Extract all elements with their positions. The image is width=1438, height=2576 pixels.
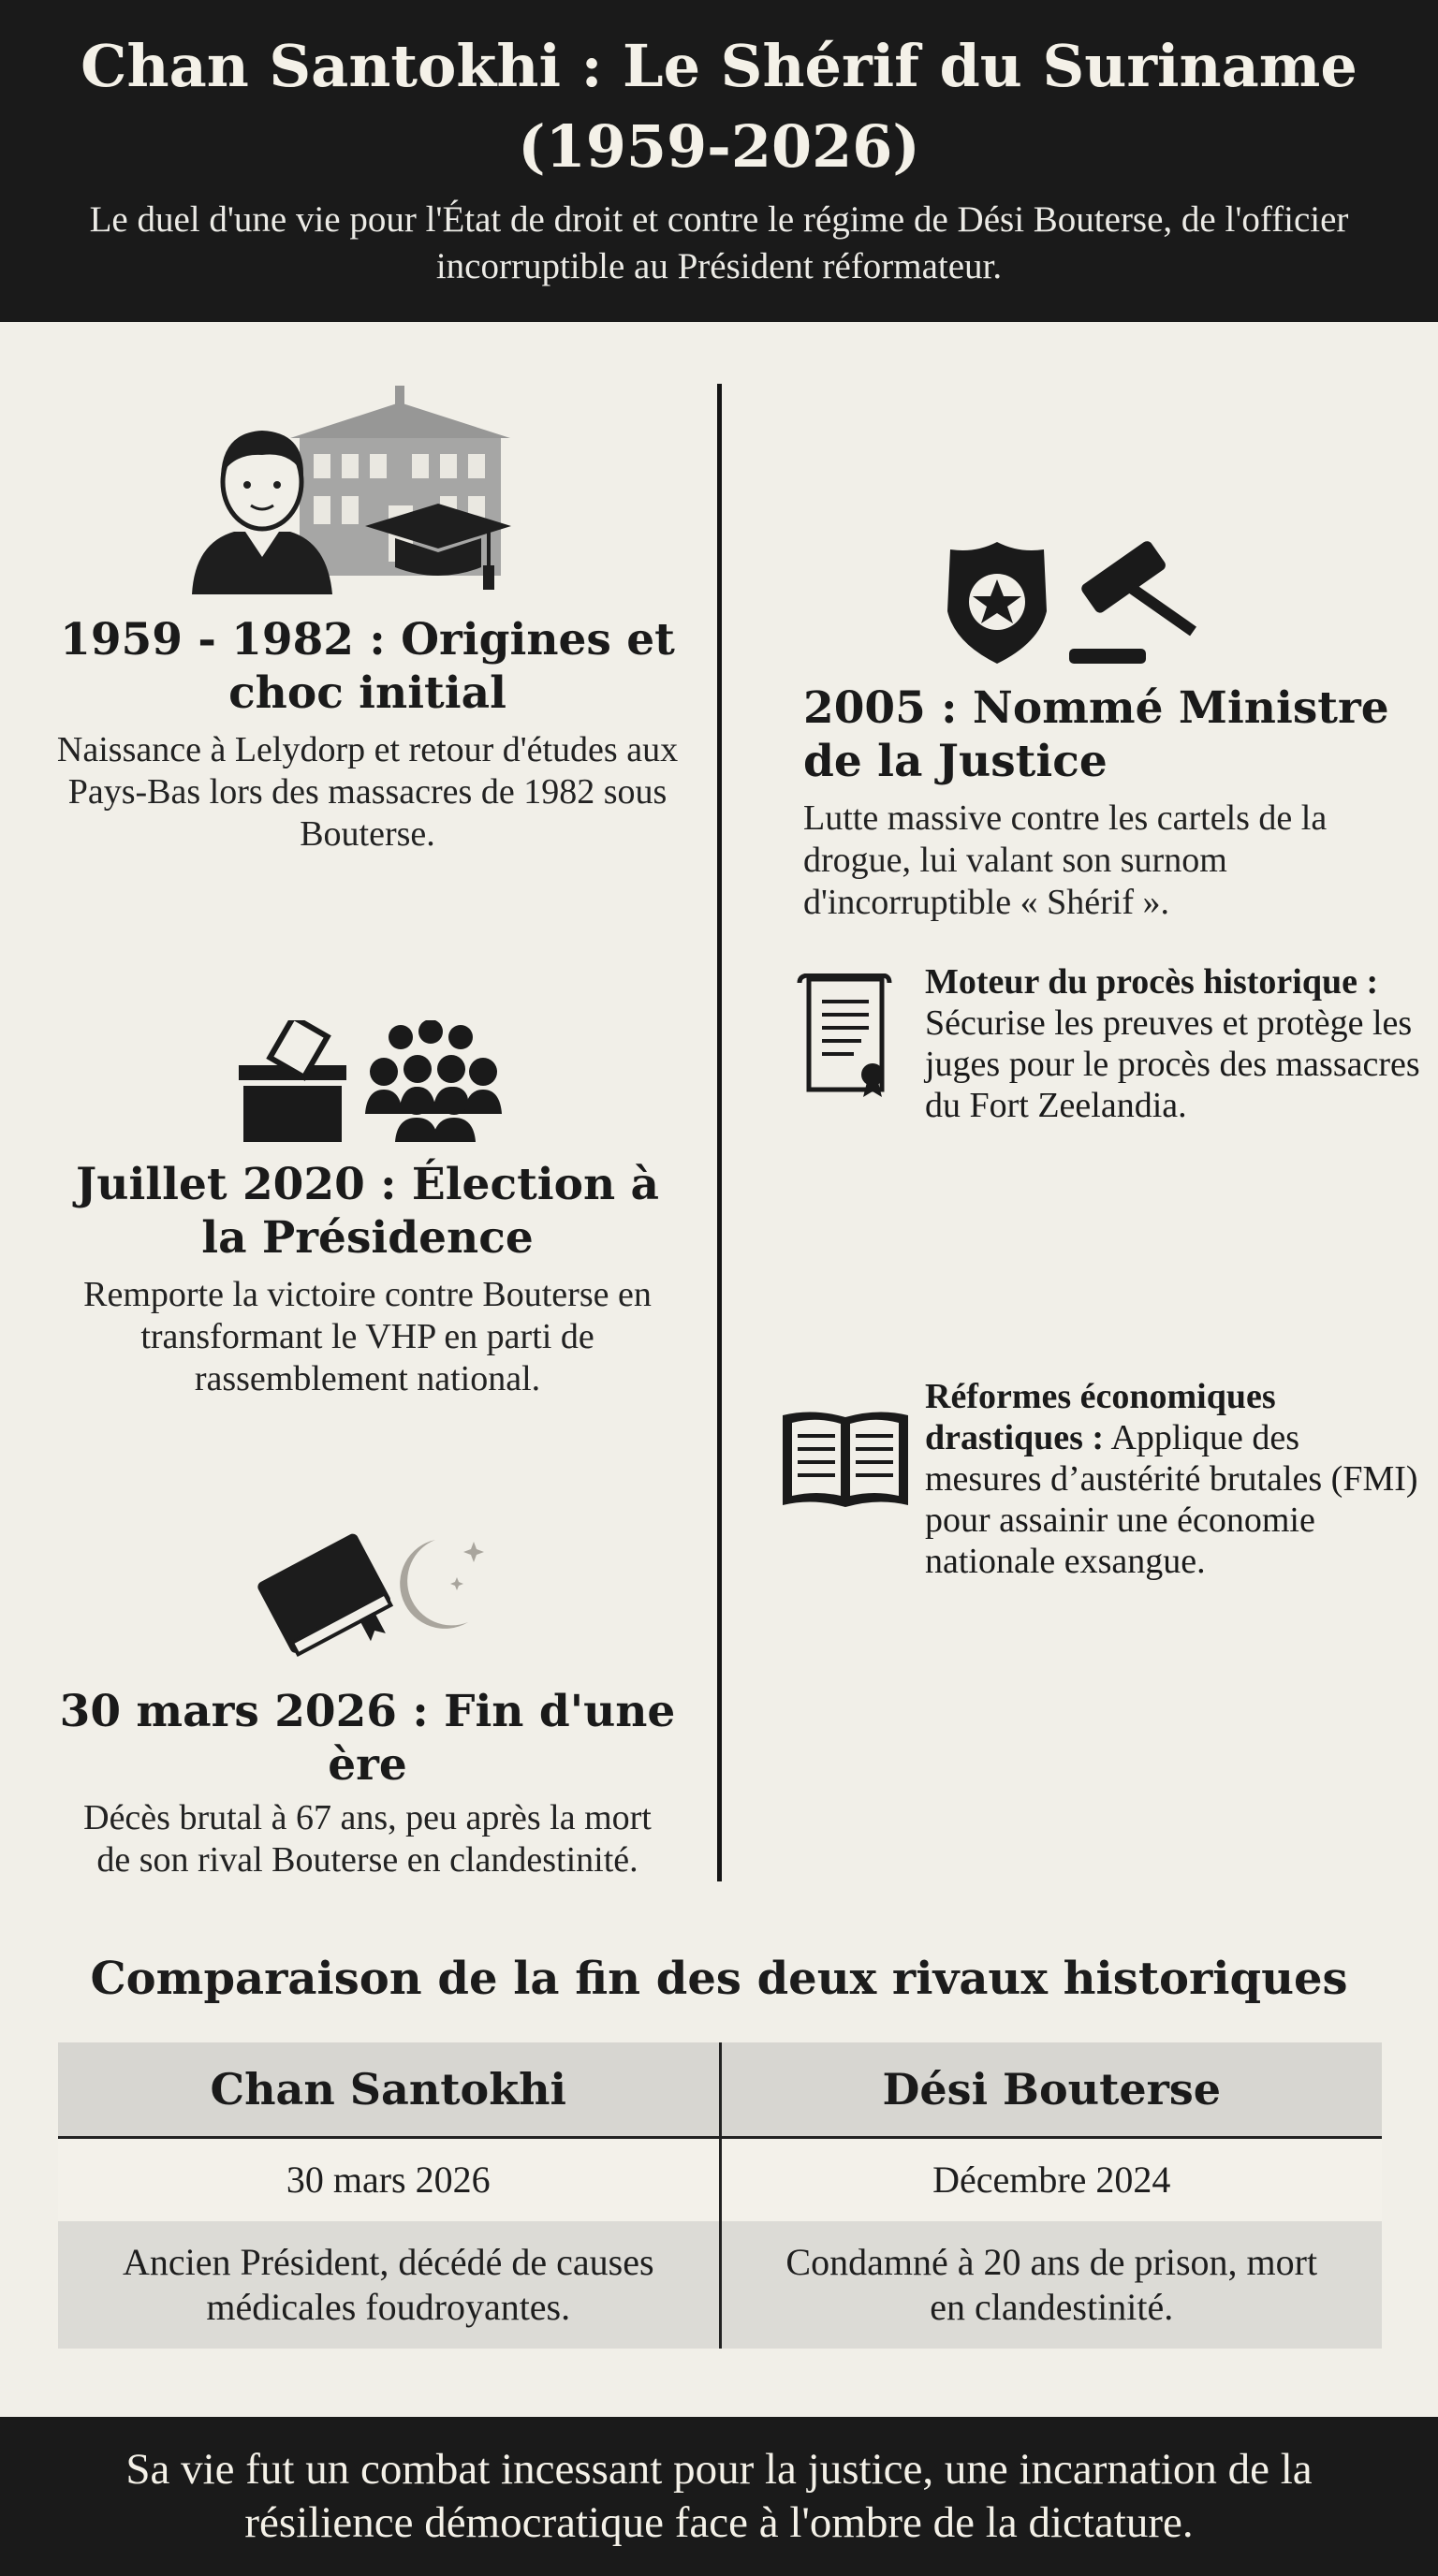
ballot-box-icon bbox=[239, 1020, 346, 1142]
event-justice bbox=[803, 681, 1402, 924]
crowd-icon bbox=[365, 1020, 502, 1142]
event-election-desc: Remporte la victoire contre Bouterse en transformant le VHP en parti de rassemblement national. bbox=[83, 1275, 652, 1398]
aside-reforms-heading: Réformes économiques drastiques : bbox=[925, 1377, 1276, 1457]
page-title: Chan Santokhi : Le Shérif du Suriname (1959-2026) bbox=[81, 32, 1357, 181]
aside-trial bbox=[925, 961, 1421, 1126]
event-justice-desc: Lutte massive contre les cartels de la drogue, lui valant son surnom d'incorruptible « Shérif ». bbox=[803, 798, 1328, 922]
footer-banner bbox=[0, 2417, 1438, 2576]
event-election-title: Juillet 2020 : Élection à la Présidence bbox=[76, 1159, 659, 1264]
table-cell: 30 mars 2026 bbox=[58, 2138, 720, 2222]
justice-illustration bbox=[946, 538, 1217, 669]
table-row bbox=[58, 2138, 1382, 2222]
timeline-divider bbox=[717, 384, 722, 1881]
aside-reforms-text: Applique des mesures d’austérité brutales (FMI) pour assainir une économie nationale exsangue. bbox=[925, 1418, 1418, 1581]
table-cell: Décembre 2024 bbox=[720, 2138, 1382, 2222]
comparison-table bbox=[58, 2042, 1382, 2349]
event-election bbox=[56, 1158, 679, 1400]
event-end-desc: Décès brutal à 67 ans, peu après la mort de son rival Bouterse en clandestinité. bbox=[83, 1798, 652, 1880]
event-justice-title: 2005 : Nommé Ministre de la Justice bbox=[803, 682, 1389, 787]
gavel-icon bbox=[1069, 539, 1208, 669]
event-origins-desc: Naissance à Lelydorp et retour d'études aux Pays-Bas lors des massacres de 1982 sous Bouterse. bbox=[56, 730, 679, 854]
comparison-title: Comparaison de la fin des deux rivaux historiques bbox=[90, 1953, 1348, 2005]
end-illustration bbox=[253, 1521, 487, 1661]
footer-text: Sa vie fut un combat incessant pour la justice, une incarnation de la résilience démocratique face à l'ombre de la dictature. bbox=[125, 2445, 1313, 2547]
open-ledger-icon bbox=[779, 1404, 912, 1512]
header-banner bbox=[0, 0, 1438, 322]
scroll-document-icon bbox=[796, 973, 903, 1100]
comparison-header-bouterse: Dési Bouterse bbox=[720, 2042, 1382, 2138]
table-row bbox=[58, 2221, 1382, 2349]
police-badge-icon bbox=[947, 542, 1047, 664]
event-origins-title: 1959 - 1982 : Origines et choc initial bbox=[60, 614, 675, 719]
event-end bbox=[37, 1685, 697, 1881]
crescent-moon-icon bbox=[400, 1540, 484, 1629]
aside-trial-heading: Moteur du procès historique : bbox=[925, 962, 1379, 1002]
comparison-header-santokhi: Chan Santokhi bbox=[58, 2042, 720, 2138]
page-subtitle: Le duel d'une vie pour l'État de droit et contre le régime de Dési Bouterse, de l'officier incorruptible au Président réformateur. bbox=[89, 199, 1349, 286]
aside-trial-text: Sécurise les preuves et protège les juges pour le procès des massacres du Fort Zeelandia. bbox=[925, 1003, 1420, 1125]
table-cell: Condamné à 20 ans de prison, mort en clandestinité. bbox=[720, 2221, 1382, 2349]
event-origins bbox=[56, 613, 679, 856]
origins-illustration bbox=[187, 384, 562, 599]
table-cell: Ancien Président, décédé de causes médicales foudroyantes. bbox=[58, 2221, 720, 2349]
event-end-title: 30 mars 2026 : Fin d'une ère bbox=[59, 1686, 676, 1791]
book-icon bbox=[256, 1532, 404, 1661]
aside-reforms bbox=[925, 1376, 1421, 1582]
election-illustration bbox=[234, 1020, 506, 1142]
